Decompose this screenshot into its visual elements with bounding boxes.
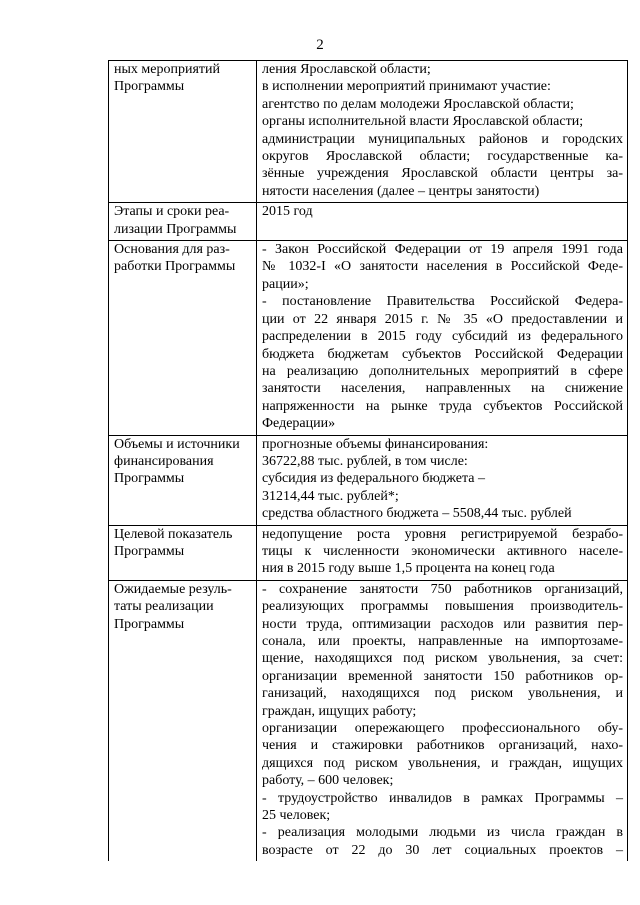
label-line: Ожидаемые резуль-	[114, 581, 232, 597]
content-line: зённые учреждения Ярославской области центры за-	[262, 166, 623, 182]
row-label	[109, 580, 257, 861]
content-line: администрации муниципальных районов и городских	[262, 131, 623, 147]
content-line: тицы к численности экономически активного населе-	[262, 543, 623, 559]
content-line: бюджета бюджетам субъектов Российской Федерации	[262, 346, 623, 362]
table-row	[109, 203, 628, 241]
label-line: финансирования	[114, 453, 214, 469]
row-label	[109, 203, 257, 241]
content-line: распределении в 2015 году субсидий из федерального	[262, 329, 623, 345]
row-content	[257, 435, 628, 525]
content-line: - сохранение занятости 750 работников организаций,	[262, 581, 623, 597]
content-line: напряженности на рынке труда субъектов Российской	[262, 398, 623, 414]
content-line: прогнозные объемы финансирования:	[262, 436, 489, 452]
row-content	[257, 203, 628, 241]
label-line: Целевой показатель	[114, 526, 233, 542]
table-row	[109, 241, 628, 435]
content-line: субсидия из федерального бюджета –	[262, 471, 485, 487]
content-line: - реализация молодыми людьми из числа граждан в	[262, 825, 623, 841]
content-line: недопущение роста уровня регистрируемой безрабо-	[262, 526, 623, 542]
content-line: щение, находящихся под риском увольнения, за счет:	[262, 651, 623, 667]
content-line: ности труда, оптимизации расходов или развития пер-	[262, 616, 623, 632]
label-line: таты реализации	[114, 599, 214, 615]
content-line: ления Ярославской области;	[262, 62, 431, 77]
label-line: Основания для раз-	[114, 242, 230, 258]
content-line: на реализацию дополнительных мероприятий в сфере	[262, 363, 623, 379]
program-passport-table	[108, 60, 628, 861]
row-content	[257, 241, 628, 435]
content-line: средства областного бюджета – 5508,44 тыс. рублей	[262, 506, 572, 522]
content-line: Федерации»	[262, 416, 336, 432]
content-line: граждан, ищущих работу;	[262, 703, 417, 719]
content-line: № 1032-I «О занятости населения в Российской Феде-	[262, 259, 623, 275]
label-line: Программы	[114, 471, 185, 487]
content-line: организации опережающего профессионального обу-	[262, 721, 623, 737]
content-line: ния в 2015 году выше 1,5 процента на конец года	[262, 561, 555, 577]
content-line: организации временной занятости 150 работников ор-	[262, 668, 623, 684]
table-row	[109, 525, 628, 580]
row-label	[109, 525, 257, 580]
page-number: 2	[316, 37, 324, 53]
label-line: Программы	[114, 616, 185, 632]
label-line: Объемы и источники	[114, 436, 240, 452]
row-content	[257, 580, 628, 861]
row-label	[109, 435, 257, 525]
content-line: рации»;	[262, 276, 309, 292]
content-line: работу, – 600 человек;	[262, 773, 394, 789]
content-line: 36722,88 тыс. рублей, в том числе:	[262, 453, 468, 469]
content-line: занятости населения, направленных на снижение	[262, 381, 623, 397]
content-line: органы исполнительной власти Ярославской области;	[262, 114, 584, 130]
label-line: ных мероприятий	[114, 62, 220, 77]
content-line: возрасте от 22 до 30 лет социальных проектов –	[262, 842, 623, 858]
content-line: - Закон Российской Федерации от 19 апреля 1991 года	[262, 242, 623, 258]
content-line: чения и стажировки работников организаций, нахо-	[262, 738, 623, 754]
content-line: 2015 год	[262, 204, 313, 220]
content-line: агентство по делам молодежи Ярославской области;	[262, 96, 574, 112]
content-line: реализующих программы повышения производитель-	[262, 599, 623, 615]
content-line: округов Ярославской области; государственные ка-	[262, 149, 623, 165]
row-label	[109, 241, 257, 435]
content-line: дящихся под риском увольнения, и граждан, ищущих	[262, 755, 623, 771]
row-content	[257, 61, 628, 203]
table-row	[109, 435, 628, 525]
content-line: 25 человек;	[262, 808, 331, 824]
label-line: Программы	[114, 79, 185, 95]
row-content	[257, 525, 628, 580]
label-line: Программы	[114, 543, 185, 559]
content-line: - трудоустройство инвалидов в рамках Программы –	[262, 790, 623, 806]
row-label	[109, 61, 257, 203]
content-line: нятости населения (далее – центры занятости)	[262, 183, 540, 199]
content-line: в исполнении мероприятий принимают участие:	[262, 79, 551, 95]
content-line: сонала, или проекты, направленные на импортозаме-	[262, 634, 623, 649]
table-row	[109, 580, 628, 861]
content-line: - постановление Правительства Российской Федера-	[262, 294, 623, 310]
table-row	[109, 61, 628, 203]
label-line: Этапы и сроки реа-	[114, 204, 230, 220]
content-line: ции от 22 января 2015 г. № 35 «О предоставлении и	[262, 311, 623, 327]
label-line: лизации Программы	[114, 221, 237, 237]
content-line: ганизаций, находящихся под риском увольнения, и	[262, 686, 623, 702]
label-line: работки Программы	[114, 259, 236, 275]
content-line: 31214,44 тыс. рублей*;	[262, 488, 399, 504]
